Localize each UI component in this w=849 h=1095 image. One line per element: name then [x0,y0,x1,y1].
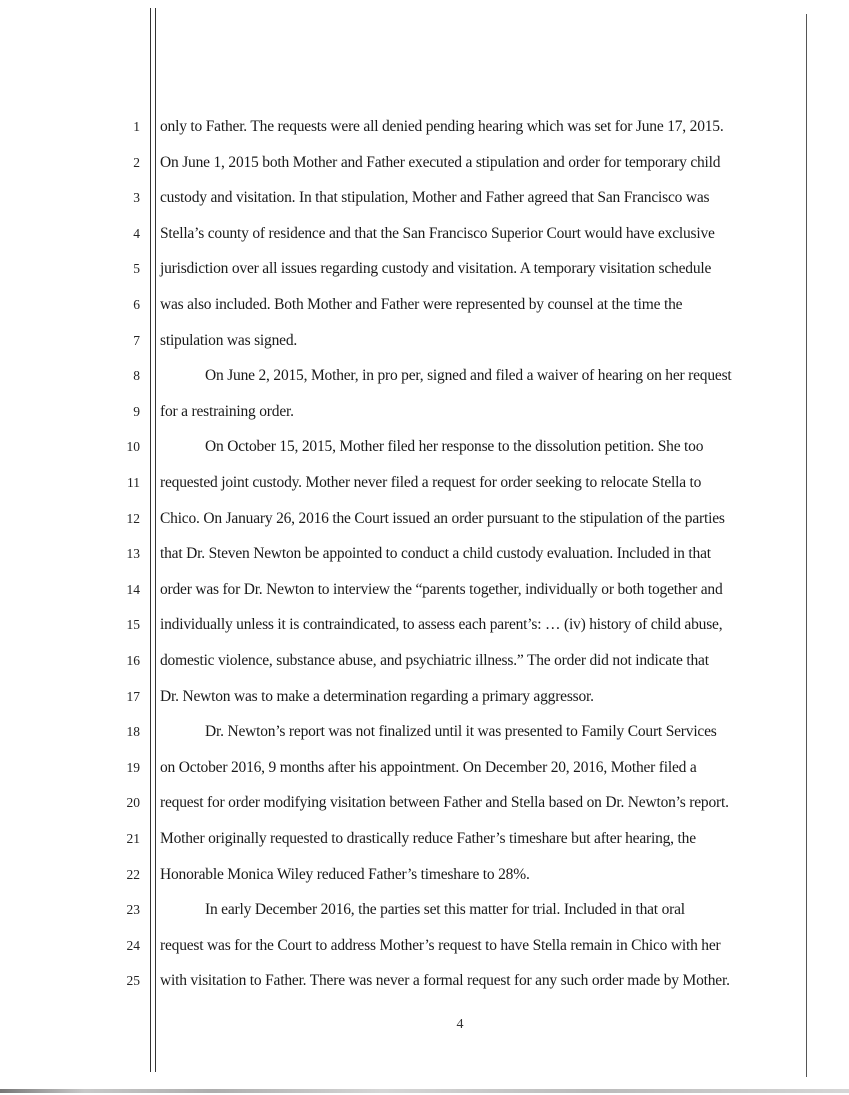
document-text-line: custody and visitation. In that stipulation, Mother and Father agreed that San Francisco was [160,189,710,206]
line-number: 12 [126,511,140,526]
document-text-line: requested joint custody. Mother never filed a request for order seeking to relocate Stella to [160,474,702,491]
document-text-line: that Dr. Steven Newton be appointed to conduct a child custody evaluation. Included in that [160,545,711,562]
line-number: 16 [126,653,140,668]
document-text-line: request was for the Court to address Mother’s request to have Stella remain in Chico with her [160,937,721,954]
page-number: 4 [456,1017,464,1032]
line-number: 5 [133,261,140,276]
line-number: 17 [126,689,140,704]
document-text-line: jurisdiction over all issues regarding custody and visitation. A temporary visitation schedule [160,260,712,277]
document-text-line: Chico. On January 26, 2016 the Court issued an order pursuant to the stipulation of the parties [160,510,725,527]
left-margin-rule-inner [155,8,156,1072]
line-number: 21 [126,831,140,846]
line-number: 23 [126,902,140,917]
line-number: 25 [126,973,140,988]
line-number: 24 [126,938,140,953]
scan-edge-shadow [0,1089,849,1093]
line-number: 7 [133,333,140,348]
line-number: 22 [126,867,140,882]
document-text-line: Stella’s county of residence and that the San Francisco Superior Court would have exclusive [160,225,715,242]
document-text-line: was also included. Both Mother and Father were represented by counsel at the time the [160,296,683,313]
line-number: 4 [133,226,140,241]
line-number: 9 [133,404,140,419]
document-text-line: On October 15, 2015, Mother filed her response to the dissolution petition. She too [205,438,704,455]
line-number: 18 [126,724,140,739]
line-number: 2 [133,155,140,170]
document-text-line: order was for Dr. Newton to interview the “parents together, individually or both together and [160,581,723,598]
line-number: 13 [126,546,140,561]
line-number: 19 [126,760,140,775]
document-text-line: individually unless it is contraindicated, to assess each parent’s: … (iv) history of child abuse, [160,616,723,633]
document-text-line: with visitation to Father. There was never a formal request for any such order made by Mother. [160,972,730,989]
document-text-line: On June 1, 2015 both Mother and Father executed a stipulation and order for temporary child [160,154,721,171]
line-number: 8 [133,368,140,383]
left-margin-rule-outer [150,8,151,1072]
line-number: 1 [133,119,140,134]
document-text-line: On June 2, 2015, Mother, in pro per, signed and filed a waiver of hearing on her request [205,367,732,384]
line-number: 11 [127,475,140,490]
line-number: 3 [133,190,140,205]
document-text-line: domestic violence, substance abuse, and psychiatric illness.” The order did not indicate that [160,652,709,669]
right-margin-rule [806,14,807,1077]
document-text-line: on October 2016, 9 months after his appointment. On December 20, 2016, Mother filed a [160,759,697,776]
document-text-line: stipulation was signed. [160,332,298,349]
line-number: 10 [126,439,140,454]
document-text-line: Dr. Newton’s report was not finalized until it was presented to Family Court Services [205,723,717,740]
line-number: 20 [126,795,140,810]
document-text-line: for a restraining order. [160,403,294,420]
document-text-line: only to Father. The requests were all denied pending hearing which was set for June 17, 2015. [160,118,724,135]
line-number: 15 [126,617,140,632]
document-text-line: Dr. Newton was to make a determination regarding a primary aggressor. [160,688,594,705]
line-number: 6 [133,297,140,312]
document-text-line: Mother originally requested to drastically reduce Father’s timeshare but after hearing, the [160,830,696,847]
document-text-line: Honorable Monica Wiley reduced Father’s timeshare to 28%. [160,866,530,883]
line-number: 14 [126,582,140,597]
document-text-line: request for order modifying visitation between Father and Stella based on Dr. Newton’s report. [160,794,729,811]
document-text-line: In early December 2016, the parties set this matter for trial. Included in that oral [205,901,685,918]
